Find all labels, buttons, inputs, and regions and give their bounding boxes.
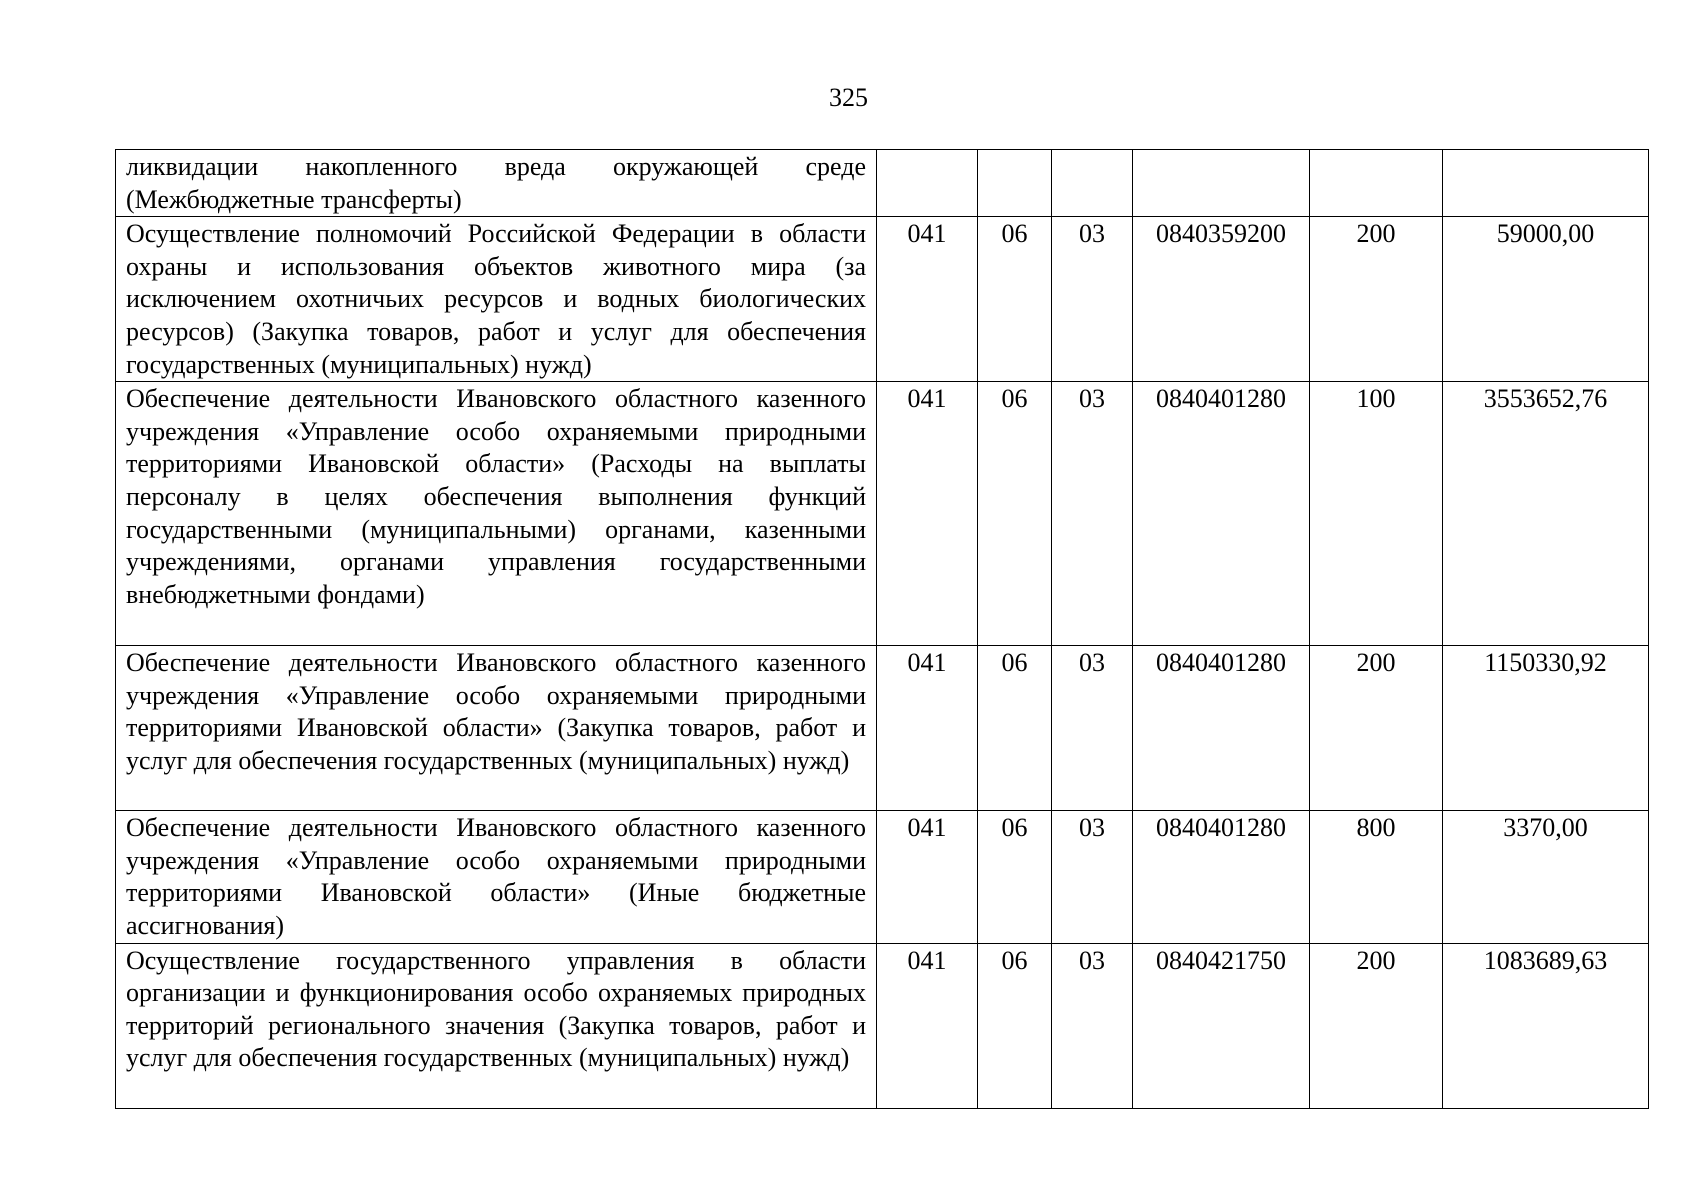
section-code: 06 bbox=[978, 382, 1052, 646]
expense-type-code bbox=[1310, 150, 1443, 217]
row-description: Обеспечение деятельности Ивановского областного казенного учреждения «Управление особо охраняемыми природными территориями Ивановской области» (Расходы на выплаты персоналу в целях обеспечения выполнения функций государственными (муниципальными) органами, казенными учреждениями, органами управления государственными внебюджетными фондами) bbox=[116, 382, 877, 646]
table-row bbox=[116, 217, 1649, 382]
expense-type-code: 200 bbox=[1310, 943, 1443, 1108]
ministry-code: 041 bbox=[877, 217, 978, 382]
subsection-code: 03 bbox=[1052, 943, 1133, 1108]
target-article-code: 0840359200 bbox=[1133, 217, 1310, 382]
expense-type-code: 200 bbox=[1310, 646, 1443, 811]
subsection-code: 03 bbox=[1052, 646, 1133, 811]
section-code: 06 bbox=[978, 943, 1052, 1108]
amount bbox=[1443, 150, 1649, 217]
ministry-code bbox=[877, 150, 978, 217]
target-article-code bbox=[1133, 150, 1310, 217]
expense-type-code: 100 bbox=[1310, 382, 1443, 646]
subsection-code: 03 bbox=[1052, 382, 1133, 646]
row-description: Обеспечение деятельности Ивановского областного казенного учреждения «Управление особо охраняемыми природными территориями Ивановской области» (Иные бюджетные ассигнования) bbox=[116, 811, 877, 943]
amount: 59000,00 bbox=[1443, 217, 1649, 382]
section-code: 06 bbox=[978, 217, 1052, 382]
target-article-code: 0840401280 bbox=[1133, 382, 1310, 646]
target-article-code: 0840421750 bbox=[1133, 943, 1310, 1108]
table-row bbox=[116, 646, 1649, 811]
table-row bbox=[116, 382, 1649, 646]
section-code: 06 bbox=[978, 811, 1052, 943]
ministry-code: 041 bbox=[877, 943, 978, 1108]
subsection-code: 03 bbox=[1052, 217, 1133, 382]
ministry-code: 041 bbox=[877, 811, 978, 943]
target-article-code: 0840401280 bbox=[1133, 811, 1310, 943]
amount: 1083689,63 bbox=[1443, 943, 1649, 1108]
subsection-code: 03 bbox=[1052, 811, 1133, 943]
table-row bbox=[116, 150, 1649, 217]
target-article-code: 0840401280 bbox=[1133, 646, 1310, 811]
table-row bbox=[116, 943, 1649, 1108]
budget-table bbox=[115, 149, 1649, 1109]
subsection-code bbox=[1052, 150, 1133, 217]
row-description: Осуществление государственного управления в области организации и функционирования особо охраняемых природных территорий регионального значения (Закупка товаров, работ и услуг для обеспечения государственных (муниципальных) нужд) bbox=[116, 943, 877, 1108]
page-number: 325 bbox=[829, 83, 868, 112]
section-code: 06 bbox=[978, 646, 1052, 811]
expense-type-code: 800 bbox=[1310, 811, 1443, 943]
section-code bbox=[978, 150, 1052, 217]
amount: 3553652,76 bbox=[1443, 382, 1649, 646]
row-description: Обеспечение деятельности Ивановского областного казенного учреждения «Управление особо охраняемыми природными территориями Ивановской области» (Закупка товаров, работ и услуг для обеспечения государственных (муниципальных) нужд) bbox=[116, 646, 877, 811]
row-description: Осуществление полномочий Российской Федерации в области охраны и использования объектов животного мира (за исключением охотничьих ресурсов и водных биологических ресурсов) (Закупка товаров, работ и услуг для обеспечения государственных (муниципальных) нужд) bbox=[116, 217, 877, 382]
ministry-code: 041 bbox=[877, 646, 978, 811]
row-description: ликвидации накопленного вреда окружающей среде (Межбюджетные трансферты) bbox=[116, 150, 877, 217]
amount: 1150330,92 bbox=[1443, 646, 1649, 811]
amount: 3370,00 bbox=[1443, 811, 1649, 943]
table-row bbox=[116, 811, 1649, 943]
ministry-code: 041 bbox=[877, 382, 978, 646]
expense-type-code: 200 bbox=[1310, 217, 1443, 382]
